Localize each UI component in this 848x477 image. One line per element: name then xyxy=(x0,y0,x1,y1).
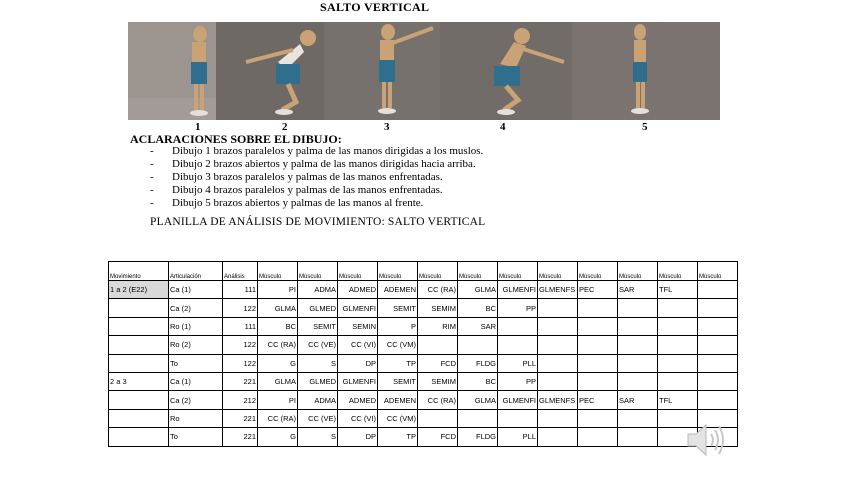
column-header: Músculo xyxy=(258,262,298,281)
table-cell xyxy=(109,409,169,427)
list-item: - Dibujo 2 brazos abiertos y palma de las manos dirigidas hacia arriba. xyxy=(150,158,476,170)
table-cell: CC (VE) xyxy=(298,409,338,427)
table-cell: RIM xyxy=(418,317,458,335)
table-cell: ADMA xyxy=(298,281,338,299)
table-cell: BC xyxy=(258,317,298,335)
table-row xyxy=(109,409,738,427)
table-cell: Ca (2) xyxy=(169,299,223,317)
table-cell: Ro xyxy=(169,409,223,427)
table-cell: SAR xyxy=(458,317,498,335)
list-item: - Dibujo 3 brazos paralelos y palmas de las manos enfrentadas. xyxy=(150,171,443,183)
table-cell: CC (VM) xyxy=(378,409,418,427)
column-header: Análisis xyxy=(223,262,258,281)
table-cell: 221 xyxy=(223,428,258,446)
table-cell: PI xyxy=(258,391,298,409)
table-cell: FCD xyxy=(418,428,458,446)
figure-number-1: 1 xyxy=(195,121,201,133)
table-cell: SAR xyxy=(618,281,658,299)
table-cell xyxy=(538,409,578,427)
table-cell: SEMIT xyxy=(378,299,418,317)
table-cell xyxy=(658,354,698,372)
clarifications-list xyxy=(150,145,483,210)
table-cell: BC xyxy=(458,299,498,317)
table-cell: Ca (1) xyxy=(169,281,223,299)
table-cell: PLL xyxy=(498,428,538,446)
table-cell: Ca (1) xyxy=(169,372,223,390)
table-cell xyxy=(698,317,738,335)
table-cell: G xyxy=(258,428,298,446)
jump-photo-strip xyxy=(128,22,720,120)
table-cell xyxy=(538,336,578,354)
table-cell xyxy=(578,317,618,335)
column-header: Músculo xyxy=(698,262,738,281)
table-cell xyxy=(109,428,169,446)
table-cell: SAR xyxy=(618,391,658,409)
table-cell: TP xyxy=(378,354,418,372)
table-row xyxy=(109,281,738,299)
table-cell xyxy=(538,299,578,317)
table-cell xyxy=(698,372,738,390)
table-cell: CC (VE) xyxy=(298,336,338,354)
table-cell: SEMIT xyxy=(298,317,338,335)
table-cell xyxy=(109,317,169,335)
table-cell: FLDG xyxy=(458,428,498,446)
table-cell: 111 xyxy=(223,317,258,335)
movement-analysis-table xyxy=(108,261,738,447)
speaker-icon[interactable] xyxy=(684,420,728,460)
table-cell: SEMIN xyxy=(338,317,378,335)
column-header: Articulación xyxy=(169,262,223,281)
table-cell xyxy=(109,354,169,372)
table-cell: CC (RA) xyxy=(418,281,458,299)
figure-number-5: 5 xyxy=(642,121,648,133)
table-cell: GLMA xyxy=(458,281,498,299)
page-title: SALTO VERTICAL xyxy=(320,0,430,14)
table-cell: 122 xyxy=(223,336,258,354)
table-cell: PI xyxy=(258,281,298,299)
table-cell: PP xyxy=(498,299,538,317)
column-header: Músculo xyxy=(338,262,378,281)
table-cell: PEC xyxy=(578,281,618,299)
table-cell xyxy=(538,372,578,390)
table-cell: Ca (2) xyxy=(169,391,223,409)
table-cell: PLL xyxy=(498,354,538,372)
table-cell xyxy=(698,354,738,372)
table-cell: ADEMEN xyxy=(378,391,418,409)
table-cell: Ro (1) xyxy=(169,317,223,335)
table-cell: PP xyxy=(498,372,538,390)
figure-number-3: 3 xyxy=(384,121,390,133)
table-cell: GLMENFS xyxy=(538,391,578,409)
column-header: Músculo xyxy=(418,262,458,281)
list-item: - Dibujo 1 brazos paralelos y palma de las manos dirigidas a los muslos. xyxy=(150,145,484,157)
table-cell: 122 xyxy=(223,299,258,317)
table-cell: PEC xyxy=(578,391,618,409)
table-row xyxy=(109,299,738,317)
table-cell: GLMENFI xyxy=(498,391,538,409)
table-cell xyxy=(458,409,498,427)
column-header: Músculo xyxy=(658,262,698,281)
table-cell: BC xyxy=(458,372,498,390)
column-header: Músculo xyxy=(378,262,418,281)
table-cell: CC (VM) xyxy=(378,336,418,354)
table-cell: GLMENFI xyxy=(338,372,378,390)
table-cell xyxy=(698,281,738,299)
table-cell xyxy=(578,336,618,354)
table-cell: 221 xyxy=(223,372,258,390)
table-cell: S xyxy=(298,428,338,446)
table-cell xyxy=(498,409,538,427)
figure-3-arms-forward xyxy=(324,22,440,120)
column-header: Músculo xyxy=(578,262,618,281)
table-cell: TP xyxy=(378,428,418,446)
table-cell: P xyxy=(378,317,418,335)
table-cell: 2 a 3 xyxy=(109,372,169,390)
table-row xyxy=(109,428,738,446)
figure-1-standing xyxy=(128,22,216,120)
figure-number-4: 4 xyxy=(500,121,506,133)
table-cell: CC (RA) xyxy=(258,409,298,427)
table-cell xyxy=(618,428,658,446)
table-cell: DP xyxy=(338,428,378,446)
table-cell xyxy=(618,336,658,354)
table-cell: GLMENFI xyxy=(338,299,378,317)
table-cell: CC (VI) xyxy=(338,409,378,427)
table-cell: TFL xyxy=(658,281,698,299)
table-cell: ADMA xyxy=(298,391,338,409)
column-header: Movimiento xyxy=(109,262,169,281)
table-cell: DP xyxy=(338,354,378,372)
list-item: - Dibujo 4 brazos paralelos y palmas de las manos enfrentadas. xyxy=(150,184,443,196)
table-cell xyxy=(658,299,698,317)
column-header: Músculo xyxy=(458,262,498,281)
table-cell xyxy=(578,299,618,317)
table-cell: CC (RA) xyxy=(418,391,458,409)
table-cell: To xyxy=(169,428,223,446)
table-cell xyxy=(578,372,618,390)
table-cell xyxy=(578,428,618,446)
table-cell xyxy=(578,354,618,372)
table-cell xyxy=(698,336,738,354)
column-header: Músculo xyxy=(298,262,338,281)
table-cell xyxy=(618,372,658,390)
table-row xyxy=(109,391,738,409)
table-cell xyxy=(458,336,498,354)
table-cell xyxy=(418,336,458,354)
table-cell: ADEMEN xyxy=(378,281,418,299)
table-cell: CC (RA) xyxy=(258,336,298,354)
table-cell xyxy=(618,299,658,317)
table-cell: ADMED xyxy=(338,281,378,299)
table-cell: SEMIT xyxy=(378,372,418,390)
table-cell: GLMENFI xyxy=(498,281,538,299)
table-header-row xyxy=(109,262,738,281)
figure-2-crouch xyxy=(216,22,324,120)
table-cell: GLMA xyxy=(258,372,298,390)
table-cell xyxy=(658,317,698,335)
planilla-title: PLANILLA DE ANÁLISIS DE MOVIMIENTO: SALTO VERTICAL xyxy=(150,216,486,228)
figure-number-2: 2 xyxy=(282,121,288,133)
table-cell: SEMIM xyxy=(418,299,458,317)
table-cell xyxy=(618,354,658,372)
table-cell xyxy=(109,299,169,317)
table-cell: ADMED xyxy=(338,391,378,409)
table-cell: G xyxy=(258,354,298,372)
table-cell xyxy=(109,391,169,409)
table-cell: GLMA xyxy=(258,299,298,317)
clarifications-title: ACLARACIONES SOBRE EL DIBUJO: xyxy=(130,132,342,146)
table-cell xyxy=(538,428,578,446)
table-cell: SEMIM xyxy=(418,372,458,390)
table-cell xyxy=(538,354,578,372)
table-cell: CC (VI) xyxy=(338,336,378,354)
table-cell: GLMA xyxy=(458,391,498,409)
table-row xyxy=(109,354,738,372)
table-cell xyxy=(538,317,578,335)
table-cell: 122 xyxy=(223,354,258,372)
table-cell xyxy=(698,299,738,317)
table-cell: To xyxy=(169,354,223,372)
table-row xyxy=(109,336,738,354)
table-cell: 1 a 2 (E22) xyxy=(109,281,169,299)
column-header: Músculo xyxy=(618,262,658,281)
table-cell xyxy=(498,317,538,335)
table-cell: S xyxy=(298,354,338,372)
table-cell: 212 xyxy=(223,391,258,409)
table-cell: GLMED xyxy=(298,372,338,390)
table-cell xyxy=(418,409,458,427)
list-item: - Dibujo 5 brazos abiertos y palmas de las manos al frente. xyxy=(150,197,424,209)
table-cell xyxy=(618,409,658,427)
table-row xyxy=(109,372,738,390)
table-row xyxy=(109,317,738,335)
table-cell: GLMENFS xyxy=(538,281,578,299)
table-cell xyxy=(498,336,538,354)
figure-4-crouch-arms-forward xyxy=(440,22,572,120)
table-cell: FCD xyxy=(418,354,458,372)
table-cell xyxy=(658,336,698,354)
table-cell xyxy=(109,336,169,354)
table-cell xyxy=(578,409,618,427)
table-cell xyxy=(658,372,698,390)
table-cell: TFL xyxy=(658,391,698,409)
table-cell xyxy=(698,391,738,409)
table-cell: 111 xyxy=(223,281,258,299)
table-cell xyxy=(618,317,658,335)
column-header: Músculo xyxy=(498,262,538,281)
table-cell: GLMED xyxy=(298,299,338,317)
table-cell: Ro (2) xyxy=(169,336,223,354)
table-cell: FLDG xyxy=(458,354,498,372)
column-header: Músculo xyxy=(538,262,578,281)
table-cell: 221 xyxy=(223,409,258,427)
figure-5-standing xyxy=(572,22,720,120)
